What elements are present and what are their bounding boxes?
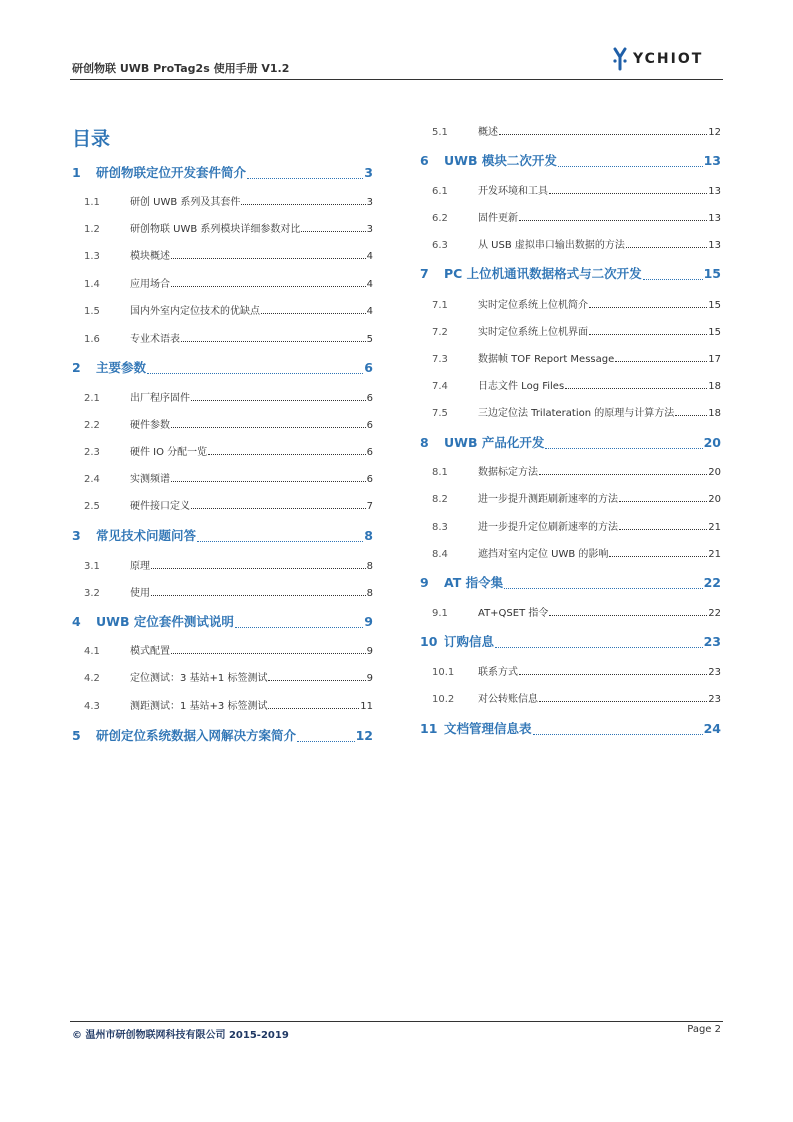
toc-entry-title: 应用场合 — [130, 279, 170, 290]
toc-entry-title: 研创 UWB 系列及其套件 — [130, 197, 241, 208]
toc-dot-leader — [247, 178, 363, 179]
toc-dot-leader — [589, 307, 707, 308]
toc-entry-number: 5.1 — [432, 127, 448, 138]
toc-section-entry[interactable] — [432, 604, 721, 620]
toc-entry-title: 实时定位系统上位机界面 — [478, 327, 588, 338]
toc-section-entry[interactable] — [84, 389, 373, 405]
toc-dot-leader — [191, 508, 366, 509]
toc-entry-page: 23 — [703, 634, 721, 649]
footer-copyright: © 温州市研创物联网科技有限公司 2015-2019 — [72, 1030, 289, 1041]
toc-entry-title: 实测频谱 — [130, 474, 170, 485]
toc-dot-leader — [171, 258, 366, 259]
toc-entry-page: 23 — [708, 667, 721, 678]
toc-entry-title: 主要参数 — [96, 360, 147, 375]
toc-entry-number: 7.5 — [432, 408, 448, 419]
toc-dot-leader — [539, 474, 707, 475]
toc-entry-page: 22 — [708, 608, 721, 619]
toc-section-entry[interactable] — [84, 443, 373, 459]
toc-dot-leader — [197, 541, 363, 542]
toc-entry-page: 18 — [708, 408, 721, 419]
toc-entry-page: 6 — [366, 420, 373, 431]
toc-section-entry[interactable] — [432, 209, 721, 225]
header-divider — [70, 79, 723, 80]
toc-entry-number: 7.2 — [432, 327, 448, 338]
toc-dot-leader — [549, 615, 707, 616]
toc-entry-page: 17 — [708, 354, 721, 365]
toc-entry-number: 4.2 — [84, 673, 100, 684]
toc-entry-page: 5 — [366, 334, 373, 345]
toc-entry-page: 21 — [708, 522, 721, 533]
toc-entry-title: 三边定位法 Trilateration 的原理与计算方法 — [478, 408, 675, 419]
toc-section-entry[interactable] — [432, 323, 721, 339]
toc-entry-page: 8 — [364, 528, 373, 543]
toc-entry-number: 8.2 — [432, 494, 448, 505]
toc-entry-title: 对公转账信息 — [478, 694, 538, 705]
toc-entry-number: 2 — [72, 360, 81, 375]
toc-dot-leader — [181, 341, 366, 342]
toc-dot-leader — [171, 481, 366, 482]
company-logo — [612, 46, 703, 72]
toc-dot-leader — [539, 701, 707, 702]
toc-entry-number: 10.1 — [432, 667, 455, 678]
toc-entry-title: 研创物联 UWB 系列模块详细参数对比 — [130, 224, 301, 235]
toc-dot-leader — [171, 653, 366, 654]
toc-entry-page: 13 — [708, 186, 721, 197]
toc-entry-title: 模块概述 — [130, 251, 170, 262]
toc-dot-leader — [549, 193, 707, 194]
toc-dot-leader — [208, 454, 365, 455]
toc-entry-title: 测距测试：1 基站+3 标签测试 — [130, 701, 268, 712]
logo-text: YCHIOT — [633, 51, 704, 67]
toc-entry-page: 12 — [355, 728, 373, 743]
toc-dot-leader — [151, 595, 366, 596]
footer-page-number: Page 2 — [687, 1024, 721, 1035]
toc-entry-page: 13 — [703, 153, 721, 168]
toc-section-entry[interactable] — [84, 669, 373, 685]
toc-entry-title: PC 上位机通讯数据格式与二次开发 — [444, 266, 642, 281]
toc-entry-title: 进一步提升定位刷新速率的方法 — [478, 522, 618, 533]
toc-section-entry[interactable] — [84, 302, 373, 318]
toc-entry-number: 10.2 — [432, 694, 455, 705]
toc-section-entry[interactable] — [432, 296, 721, 312]
toc-entry-number: 3.2 — [84, 588, 100, 599]
toc-entry-title: UWB 模块二次开发 — [444, 153, 557, 168]
toc-chapter-entry[interactable] — [420, 151, 721, 171]
toc-section-entry[interactable] — [432, 518, 721, 534]
toc-section-entry[interactable] — [432, 490, 721, 506]
toc-dot-leader — [519, 674, 707, 675]
toc-entry-page: 24 — [703, 721, 721, 736]
toc-dot-leader — [565, 388, 707, 389]
toc-chapter-entry[interactable] — [420, 433, 721, 453]
toc-entry-title: 原理 — [130, 561, 150, 572]
toc-entry-page: 15 — [708, 300, 721, 311]
toc-entry-title: 开发环境和工具 — [478, 186, 548, 197]
toc-entry-title: 使用 — [130, 588, 150, 599]
toc-entry-title: AT+QSET 指令 — [478, 608, 549, 619]
toc-entry-page: 7 — [366, 501, 373, 512]
toc-section-entry[interactable] — [84, 247, 373, 263]
toc-entry-number: 2.3 — [84, 447, 100, 458]
toc-entry-page: 4 — [366, 306, 373, 317]
toc-entry-title: 实时定位系统上位机简介 — [478, 300, 588, 311]
toc-entry-number: 2.4 — [84, 474, 100, 485]
toc-entry-page: 6 — [366, 447, 373, 458]
toc-entry-title: 进一步提升测距刷新速率的方法 — [478, 494, 618, 505]
toc-dot-leader — [545, 448, 702, 449]
toc-entry-page: 4 — [366, 279, 373, 290]
toc-entry-title: 出厂程序固件 — [130, 393, 190, 404]
toc-section-entry[interactable] — [432, 377, 721, 393]
toc-entry-title: 研创定位系统数据入网解决方案简介 — [96, 728, 297, 743]
toc-dot-leader — [191, 400, 366, 401]
toc-section-entry[interactable] — [432, 182, 721, 198]
toc-entry-number: 7.4 — [432, 381, 448, 392]
toc-dot-leader — [261, 313, 366, 314]
toc-entry-number: 5 — [72, 728, 81, 743]
toc-chapter-entry[interactable] — [72, 612, 373, 632]
footer-divider — [70, 1021, 723, 1022]
toc-entry-page: 13 — [708, 213, 721, 224]
toc-entry-number: 4.1 — [84, 646, 100, 657]
toc-chapter-entry[interactable] — [420, 632, 721, 652]
toc-entry-title: 数据标定方法 — [478, 467, 538, 478]
toc-entry-page: 15 — [703, 266, 721, 281]
toc-entry-page: 8 — [366, 588, 373, 599]
toc-entry-number: 3 — [72, 528, 81, 543]
toc-dot-leader — [643, 279, 703, 280]
toc-entry-page: 12 — [708, 127, 721, 138]
toc-entry-title: 订购信息 — [444, 634, 495, 649]
toc-entry-number: 8 — [420, 435, 429, 450]
ychiot-logo-icon — [612, 47, 628, 71]
toc-entry-title: UWB 定位套件测试说明 — [96, 614, 234, 629]
toc-dot-leader — [171, 286, 366, 287]
toc-entry-page: 4 — [366, 251, 373, 262]
toc-entry-page: 20 — [708, 494, 721, 505]
toc-entry-title: 国内外室内定位技术的优缺点 — [130, 306, 260, 317]
toc-entry-number: 7 — [420, 266, 429, 281]
toc-entry-number: 1.1 — [84, 197, 100, 208]
toc-entry-number: 4 — [72, 614, 81, 629]
toc-entry-page: 3 — [366, 224, 373, 235]
toc-entry-title: 硬件 IO 分配一览 — [130, 447, 208, 458]
toc-section-entry[interactable] — [84, 220, 373, 236]
toc-section-entry[interactable] — [432, 663, 721, 679]
toc-dot-leader — [589, 334, 707, 335]
toc-entry-number: 1.4 — [84, 279, 100, 290]
toc-section-entry[interactable] — [84, 642, 373, 658]
toc-entry-number: 8.4 — [432, 549, 448, 560]
toc-entry-page: 15 — [708, 327, 721, 338]
toc-entry-title: UWB 产品化开发 — [444, 435, 545, 450]
toc-entry-title: 固件更新 — [478, 213, 518, 224]
toc-section-entry[interactable] — [84, 330, 373, 346]
toc-dot-leader — [241, 204, 365, 205]
toc-entry-number: 4.3 — [84, 701, 100, 712]
toc-chapter-entry[interactable] — [420, 264, 721, 284]
toc-entry-title: 专业术语表 — [130, 334, 180, 345]
toc-entry-number: 1.3 — [84, 251, 100, 262]
document-title: 研创物联 UWB ProTag2s 使用手册 V1.2 — [72, 62, 290, 75]
toc-entry-number: 6.3 — [432, 240, 448, 251]
toc-entry-page: 9 — [364, 614, 373, 629]
toc-entry-page: 21 — [708, 549, 721, 560]
toc-entry-page: 20 — [708, 467, 721, 478]
toc-entry-page: 22 — [703, 575, 721, 590]
toc-dot-leader — [504, 588, 703, 589]
toc-section-entry[interactable] — [84, 416, 373, 432]
toc-section-entry[interactable] — [432, 545, 721, 561]
toc-section-entry[interactable] — [84, 470, 373, 486]
toc-entry-number: 10 — [420, 634, 438, 649]
toc-entry-title: 硬件参数 — [130, 420, 170, 431]
toc-entry-number: 11 — [420, 721, 438, 736]
toc-entry-number: 6.2 — [432, 213, 448, 224]
toc-entry-title: 研创物联定位开发套件简介 — [96, 165, 247, 180]
toc-entry-page: 23 — [708, 694, 721, 705]
toc-entry-number: 9.1 — [432, 608, 448, 619]
toc-dot-leader — [235, 627, 363, 628]
toc-dot-leader — [675, 415, 707, 416]
toc-dot-leader — [533, 734, 703, 735]
toc-dot-leader — [147, 373, 363, 374]
toc-entry-number: 1 — [72, 165, 81, 180]
toc-entry-page: 6 — [366, 474, 373, 485]
toc-dot-leader — [619, 529, 707, 530]
toc-entry-page: 20 — [703, 435, 721, 450]
toc-section-entry[interactable] — [84, 584, 373, 600]
toc-dot-leader — [495, 647, 703, 648]
toc-entry-title: 硬件接口定义 — [130, 501, 190, 512]
toc-entry-page: 6 — [366, 393, 373, 404]
toc-dot-leader — [615, 361, 707, 362]
toc-dot-leader — [619, 501, 707, 502]
toc-dot-leader — [609, 556, 707, 557]
toc-entry-number: 8.3 — [432, 522, 448, 533]
toc-entry-number: 6.1 — [432, 186, 448, 197]
toc-section-entry[interactable] — [432, 350, 721, 366]
toc-chapter-entry[interactable] — [420, 573, 721, 593]
toc-dot-leader — [171, 427, 366, 428]
toc-section-entry[interactable] — [432, 404, 721, 420]
toc-entry-page: 18 — [708, 381, 721, 392]
toc-dot-leader — [301, 231, 365, 232]
toc-section-entry[interactable] — [432, 123, 721, 139]
toc-heading: 目录 — [72, 128, 111, 150]
toc-entry-number: 1.6 — [84, 334, 100, 345]
toc-section-entry[interactable] — [84, 557, 373, 573]
toc-dot-leader — [268, 680, 365, 681]
toc-entry-page: 13 — [708, 240, 721, 251]
toc-dot-leader — [297, 741, 355, 742]
toc-entry-title: 数据帧 TOF Report Message — [478, 354, 615, 365]
toc-chapter-entry[interactable] — [420, 719, 721, 739]
toc-section-entry[interactable] — [432, 236, 721, 252]
toc-section-entry[interactable] — [84, 697, 373, 713]
toc-entry-page: 11 — [360, 701, 373, 712]
toc-chapter-entry[interactable] — [72, 163, 373, 183]
toc-dot-leader — [499, 134, 707, 135]
toc-entry-number: 6 — [420, 153, 429, 168]
toc-entry-number: 1.5 — [84, 306, 100, 317]
toc-dot-leader — [558, 166, 703, 167]
toc-dot-leader — [268, 708, 359, 709]
toc-entry-title: 联系方式 — [478, 667, 518, 678]
toc-entry-title: 概述 — [478, 127, 498, 138]
toc-entry-page: 3 — [364, 165, 373, 180]
toc-section-entry[interactable] — [84, 275, 373, 291]
toc-entry-title: 模式配置 — [130, 646, 170, 657]
toc-entry-title: 文档管理信息表 — [444, 721, 532, 736]
toc-entry-number: 8.1 — [432, 467, 448, 478]
toc-entry-number: 2.1 — [84, 393, 100, 404]
toc-entry-title: 从 USB 虚拟串口输出数据的方法 — [478, 240, 625, 251]
toc-chapter-entry[interactable] — [72, 726, 373, 746]
toc-dot-leader — [151, 568, 366, 569]
toc-dot-leader — [626, 247, 707, 248]
toc-chapter-entry[interactable] — [72, 358, 373, 378]
toc-entry-title: 定位测试：3 基站+1 标签测试 — [130, 673, 268, 684]
toc-chapter-entry[interactable] — [72, 526, 373, 546]
toc-dot-leader — [519, 220, 707, 221]
toc-entry-title: 日志文件 Log Files — [478, 381, 565, 392]
toc-entry-page: 9 — [366, 673, 373, 684]
toc-entry-title: AT 指令集 — [444, 575, 504, 590]
toc-entry-page: 6 — [364, 360, 373, 375]
toc-entry-title: 遮挡对室内定位 UWB 的影响 — [478, 549, 609, 560]
toc-entry-number: 2.2 — [84, 420, 100, 431]
toc-section-entry[interactable] — [432, 463, 721, 479]
toc-entry-number: 7.3 — [432, 354, 448, 365]
toc-entry-page: 9 — [366, 646, 373, 657]
toc-section-entry[interactable] — [84, 193, 373, 209]
toc-entry-number: 9 — [420, 575, 429, 590]
toc-entry-page: 3 — [366, 197, 373, 208]
toc-entry-number: 3.1 — [84, 561, 100, 572]
toc-entry-title: 常见技术问题问答 — [96, 528, 197, 543]
toc-entry-number: 7.1 — [432, 300, 448, 311]
toc-entry-page: 8 — [366, 561, 373, 572]
toc-section-entry[interactable] — [432, 690, 721, 706]
toc-section-entry[interactable] — [84, 497, 373, 513]
toc-entry-number: 2.5 — [84, 501, 100, 512]
toc-entry-number: 1.2 — [84, 224, 100, 235]
